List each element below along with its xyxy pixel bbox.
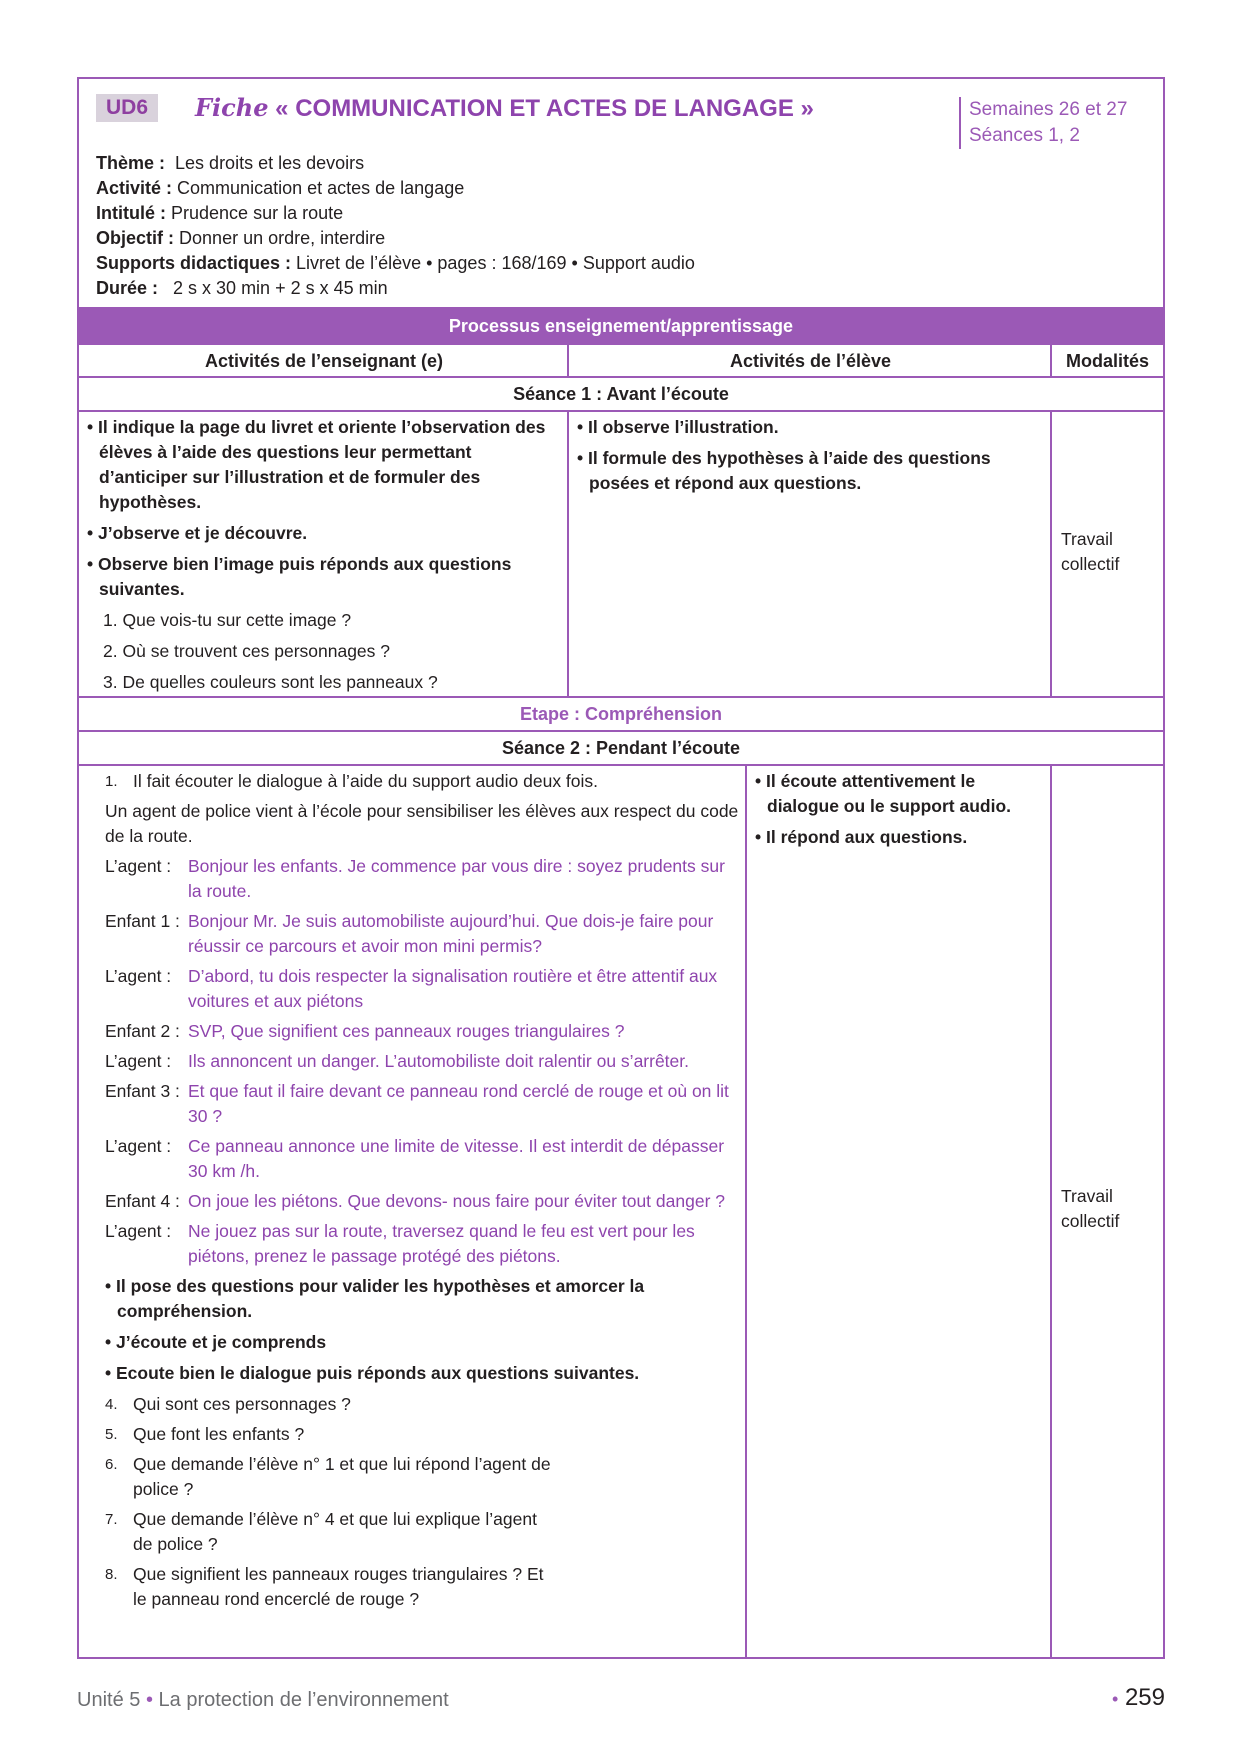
session2-teacher-cell bbox=[105, 769, 739, 1617]
row-divider bbox=[79, 764, 1163, 766]
step-title: Etape : Compréhension bbox=[79, 696, 1163, 730]
col-divider bbox=[745, 764, 747, 1659]
meta-row: Supports didactiques : Livret de l’élève • pages : 168/169 • Support audio bbox=[96, 253, 695, 273]
session2-modality: Travail collectif bbox=[1061, 1186, 1120, 1231]
intro-item: 1. Il fait écouter le dialogue à l’aide du support audio deux fois. bbox=[105, 771, 599, 791]
lesson-sheet bbox=[77, 77, 1165, 1659]
session1-title: Séance 1 : Avant l’écoute bbox=[79, 376, 1163, 410]
question-item: 8. Que signifient les panneaux rouges triangulaires ? Et le panneau rond encerclé de rouge ? bbox=[105, 1564, 544, 1609]
student-bullet: • Il écoute attentivement le dialogue ou le support audio. bbox=[755, 769, 1043, 819]
session2-title: Séance 2 : Pendant l’écoute bbox=[79, 730, 1163, 764]
col-divider bbox=[1050, 410, 1052, 696]
dialogue-line: Enfant 1 : Bonjour Mr. Je suis automobiliste aujourd’hui. Que dois-je faire pour réussir ce parcours et avoir mon mini permis? bbox=[105, 911, 714, 956]
dialogue-line: L’agent : Bonjour les enfants. Je commence par vous dire : soyez prudents sur la route. bbox=[105, 856, 725, 901]
question-item: 7. Que demande l’élève n° 4 et que lui explique l’agent de police ? bbox=[105, 1509, 537, 1554]
fiche-title-text: « COMMUNICATION ET ACTES DE LANGAGE » bbox=[275, 95, 814, 122]
unit-badge: UD6 bbox=[96, 94, 158, 122]
col-modality-header: Modalités bbox=[1065, 351, 1149, 371]
col-divider bbox=[1050, 764, 1052, 1659]
weeks-label: Semaines 26 et 27 bbox=[969, 99, 1128, 120]
fiche-word: Fiche bbox=[195, 93, 269, 122]
meta-row: Thème : Les droits et les devoirs bbox=[96, 153, 365, 173]
dialogue-line: Enfant 2 : SVP, Que signifient ces panneaux rouges triangulaires ? bbox=[105, 1021, 625, 1041]
dialogue-line: Enfant 4 : On joue les piétons. Que devons- nous faire pour éviter tout danger ? bbox=[105, 1191, 725, 1211]
dialogue-context: Un agent de police vient à l’école pour sensibiliser les élèves aux respect du code de la route. bbox=[105, 801, 739, 846]
session1-modality: Travail collectif bbox=[1061, 529, 1120, 574]
meta-list bbox=[96, 151, 695, 301]
footer-unit: Unité 5 • La protection de l’environnement bbox=[77, 1689, 449, 1711]
col-student-header: Activités de l’élève bbox=[729, 351, 892, 371]
dialogue-line: L’agent : D’abord, tu dois respecter la signalisation routière et être attentif aux voitures et aux piétons bbox=[105, 966, 718, 1011]
student-bullet: • Il répond aux questions. bbox=[755, 825, 1043, 850]
meta-row: Durée : 2 s x 30 min + 2 s x 45 min bbox=[96, 278, 388, 298]
process-band: Processus enseignement/apprentissage bbox=[79, 307, 1163, 343]
sessions-label: Séances 1, 2 bbox=[969, 125, 1080, 146]
col-teacher-header: Activités de l’enseignant (e) bbox=[204, 351, 444, 371]
teacher-bullet: • Ecoute bien le dialogue puis réponds aux questions suivantes. bbox=[105, 1361, 739, 1386]
dialogue-line: L’agent : Ce panneau annonce une limite de vitesse. Il est interdit de dépasser 30 km /h. bbox=[105, 1136, 725, 1181]
meta-row: Activité : Communication et actes de langage bbox=[96, 178, 465, 198]
dialogue-line: Enfant 3 : Et que faut il faire devant ce panneau rond cerclé de rouge et où on lit 30 ? bbox=[105, 1081, 729, 1126]
meta-row: Objectif : Donner un ordre, interdire bbox=[96, 228, 386, 248]
sheet-header bbox=[79, 79, 1163, 309]
teacher-bullet: • J’observe et je découvre. bbox=[87, 521, 559, 546]
student-bullet: • Il observe l’illustration. bbox=[577, 415, 1042, 440]
teacher-bullet: • Il pose des questions pour valider les hypothèses et amorcer la compréhension. bbox=[105, 1274, 739, 1324]
question-item: 3. De quelles couleurs sont les panneaux ? bbox=[103, 672, 438, 692]
question-item: 2. Où se trouvent ces personnages ? bbox=[103, 641, 391, 661]
dialogue-line: L’agent : Ne jouez pas sur la route, traversez quand le feu est vert pour les piétons, prenez le passage protégé des piétons. bbox=[105, 1221, 695, 1266]
question-item: 5. Que font les enfants ? bbox=[105, 1424, 305, 1444]
session2-student-cell bbox=[755, 769, 1043, 856]
teacher-bullet: • Il indique la page du livret et oriente l’observation des élèves à l’aide des questions leur permettant d’anticiper sur l’illustration et de formuler des hypothèses. bbox=[87, 415, 559, 515]
sheet-title bbox=[195, 92, 814, 125]
session1-teacher-cell bbox=[87, 415, 559, 701]
dialogue-line: L’agent : Ils annoncent un danger. L’automobiliste doit ralentir ou s’arrêter. bbox=[105, 1051, 690, 1071]
col-divider bbox=[567, 410, 569, 696]
teacher-bullet: • Observe bien l’image puis réponds aux questions suivantes. bbox=[87, 552, 559, 602]
question-item: 1. Que vois-tu sur cette image ? bbox=[103, 610, 352, 630]
meta-row: Intitulé : Prudence sur la route bbox=[96, 203, 344, 223]
question-item: 4. Qui sont ces personnages ? bbox=[105, 1394, 351, 1414]
page-number: • 259 bbox=[1111, 1684, 1165, 1711]
student-bullet: • Il formule des hypothèses à l’aide des questions posées et répond aux questions. bbox=[577, 446, 1042, 496]
schedule-box bbox=[959, 97, 1127, 149]
col-divider bbox=[1050, 343, 1052, 378]
col-divider bbox=[567, 343, 569, 378]
question-item: 6. Que demande l’élève n° 1 et que lui répond l’agent de police ? bbox=[105, 1454, 551, 1499]
teacher-bullet: • J’écoute et je comprends bbox=[105, 1330, 739, 1355]
row-divider bbox=[79, 410, 1163, 412]
column-headers bbox=[79, 343, 1163, 378]
session1-student-cell bbox=[577, 415, 1042, 502]
